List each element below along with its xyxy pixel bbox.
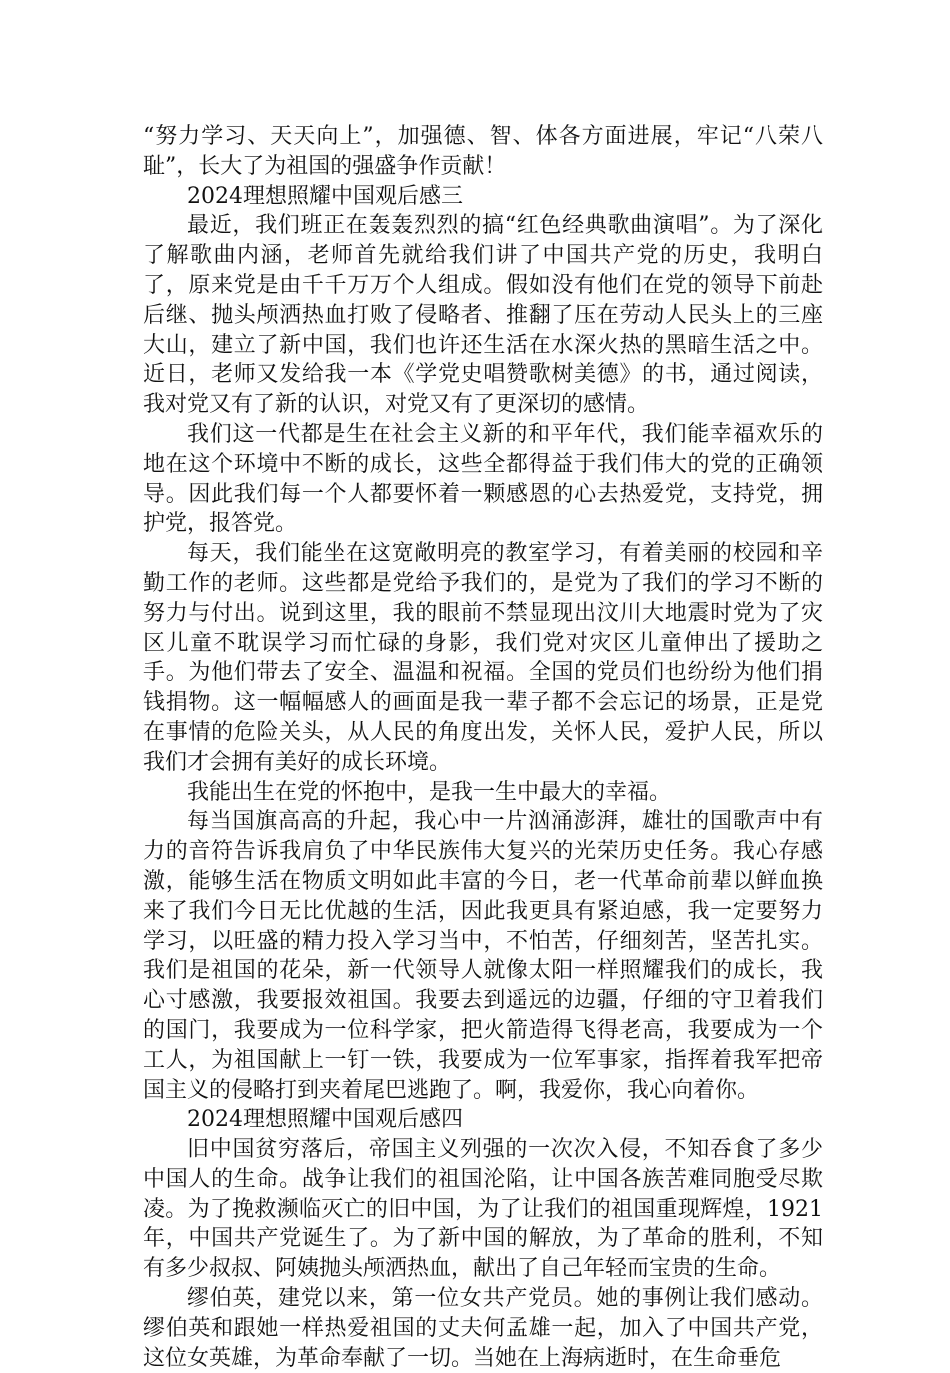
paragraph: 最近，我们班正在轰轰烈烈的搞“红色经典歌曲演唱”。为了深化了解歌曲内涵，老师首先就给我们讲了中国共产党的历史，我明白了，原来党是由千千万万个人组成。假如没有他们在党的领导下前赴后继、抛头颅洒热血打败了侵略者、推翻了压在劳动人民头上的三座大山，建立了新中国，我们也许还生活在水深火热的黑暗生活之中。近日，老师又发给我一本《学党史唱赞歌树美德》的书，通过阅读，我对党又有了新的认识，对党又有了更深切的感情。 (143, 213, 823, 418)
paragraph: 我们这一代都是生在社会主义新的和平年代，我们能幸福欢乐的地在这个环境中不断的成长，这些全都得益于我们伟大的党的正确领导。因此我们每一个人都要怀着一颗感恩的心去热爱党，支持党，拥护党，报答党。 (143, 421, 823, 537)
paragraph: 缪伯英，建党以来，第一位女共产党员。她的事例让我们感动。缪伯英和跟她一样热爱祖国的丈夫何孟雄一起，加入了中国共产党，这位女英雄，为革命奉献了一切。当她在上海病逝时，在生命垂危 (143, 1286, 823, 1371)
paragraph: 每当国旗高高的升起，我心中一片汹涌澎湃，雄壮的国歌声中有力的音符告诉我肩负了中华民族伟大复兴的光荣历史任务。我心存感激，能够生活在物质文明如此丰富的今日，老一代革命前辈以鲜血换来了我们今日无比优越的生活，因此我更具有紧迫感，我一定要努力学习，以旺盛的精力投入学习当中，不怕苦，仔细刻苦，坚苦扎实。我们是祖国的花朵，新一代领导人就像太阳一样照耀我们的成长，我心寸感激，我要报效祖国。我要去到遥远的边疆，仔细的守卫着我们的国门，我要成为一位科学家，把火箭造得飞得老高，我要成为一个工人，为祖国献上一钉一铁，我要成为一位军事家，指挥着我军把帝国主义的侵略打到夹着尾巴逃跑了。啊，我爱你，我心向着你。 (143, 809, 823, 1103)
paragraph: 每天，我们能坐在这宽敞明亮的教室学习，有着美丽的校园和辛勤工作的老师。这些都是党给予我们的，是党为了我们的学习不断的努力与付出。说到这里，我的眼前不禁显现出汶川大地震时党为了灾区儿童不耽误学习而忙碌的身影，我们党对灾区儿童伸出了援助之手。为他们带去了安全、温温和祝福。全国的党员们也纷纷为他们捐钱捐物。这一幅幅感人的画面是我一辈子都不会忘记的场景，正是党在事情的危险关头，从人民的角度出发，关怀人民，爱护人民，所以我们才会拥有美好的成长环境。 (143, 541, 823, 775)
document-page (143, 122, 823, 1373)
section-heading-four: 2024理想照耀中国观后感四 (187, 1107, 463, 1133)
paragraph: 旧中国贫穷落后，帝国主义列强的一次次入侵，不知吞食了多少中国人的生命。战争让我们的祖国沦陷，让中国各族苦难同胞受尽欺凌。为了挽救濒临灭亡的旧中国，为了让我们的祖国重现辉煌，1921年，中国共产党诞生了。为了新中国的解放，为了革命的胜利，不知有多少叔叔、阿姨抛头颅洒热血，献出了自己年轻而宝贵的生命。 (143, 1137, 823, 1282)
paragraph: 我能出生在党的怀抱中，是我一生中最大的幸福。 (187, 779, 672, 805)
section-heading-three: 2024理想照耀中国观后感三 (187, 183, 463, 209)
paragraph-continued: “努力学习、天天向上”，加强德、智、体各方面进展，牢记“八荣八耻”，长大了为祖国的强盛争作贡献！ (143, 124, 823, 179)
